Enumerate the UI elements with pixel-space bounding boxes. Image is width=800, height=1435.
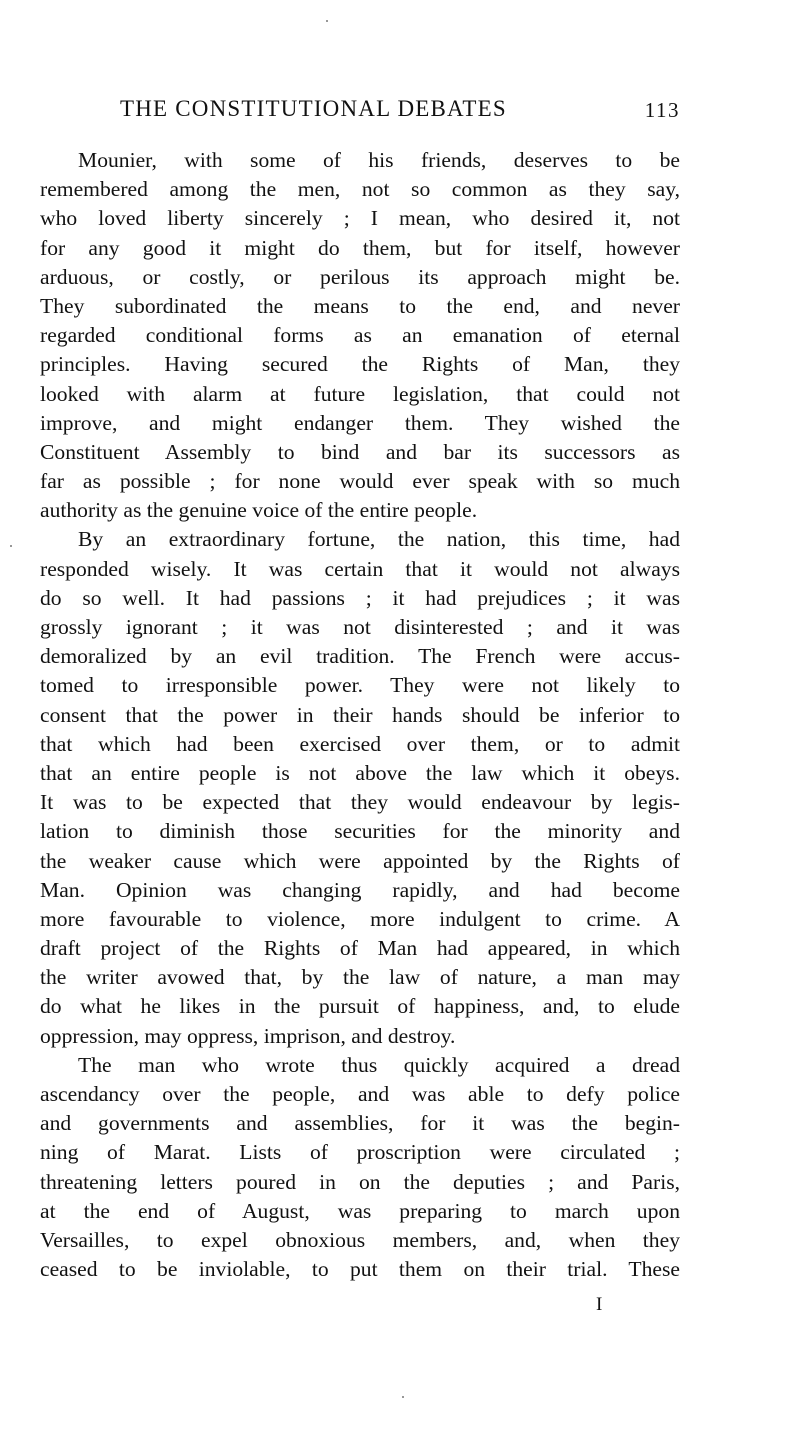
text-line: at the end of August, was preparing to march upon (40, 1198, 680, 1223)
text-line: It was to be expected that they would endeavour by legis- (40, 790, 680, 815)
text-line: tomed to irresponsible power. They were not likely to (40, 673, 680, 698)
text-line: By an extraordinary fortune, the nation, this time, had (78, 527, 680, 552)
text-line: authority as the genuine voice of the entire people. (40, 498, 478, 523)
print-speck-left (10, 545, 12, 547)
signature-mark: I (596, 1294, 603, 1315)
text-line: principles. Having secured the Rights of Man, they (40, 352, 680, 377)
text-line: ascendancy over the people, and was able to defy police (40, 1082, 680, 1106)
body-text (40, 146, 680, 1284)
text-line: demoralized by an evil tradition. The French were accus- (40, 644, 680, 669)
page-number: 113 (644, 98, 680, 122)
paragraph-2 (40, 525, 680, 1050)
text-line: arduous, or costly, or perilous its approach might be. (40, 264, 680, 289)
print-speck-bottom (402, 1396, 404, 1398)
text-line: consent that the power in their hands should be inferior to (40, 702, 680, 727)
text-line: far as possible ; for none would ever speak with so much (40, 469, 680, 494)
text-line: Constituent Assembly to bind and bar its successors as (40, 439, 680, 464)
text-line: They subordinated the means to the end, and never (40, 293, 680, 318)
text-line: Versailles, to expel obnoxious members, and, when they (40, 1227, 680, 1252)
text-line: regarded conditional forms as an emanation of eternal (40, 323, 680, 348)
text-line: improve, and might endanger them. They wished the (40, 410, 680, 435)
text-line: The man who wrote thus quickly acquired a dread (78, 1052, 680, 1077)
text-line: that which had been exercised over them, or to admit (40, 731, 680, 756)
text-line: looked with alarm at future legislation, that could not (40, 381, 680, 406)
text-line: Man. Opinion was changing rapidly, and had become (40, 877, 680, 902)
text-line: the writer avowed that, by the law of nature, a man may (40, 965, 680, 990)
paragraph-1 (40, 146, 680, 525)
paragraph-3 (40, 1051, 680, 1285)
text-line: threatening letters poured in on the deputies ; and Paris, (40, 1169, 680, 1194)
print-speck-top (326, 20, 328, 22)
running-title: THE CONSTITUTIONAL DEBATES (120, 96, 507, 121)
text-line: do so well. It had passions ; it had prejudices ; it was (40, 585, 680, 610)
text-line: ning of Marat. Lists of proscription were circulated ; (40, 1140, 680, 1165)
text-line: draft project of the Rights of Man had appeared, in which (40, 936, 680, 961)
text-line: do what he likes in the pursuit of happiness, and, to elude (40, 994, 680, 1019)
running-head (40, 92, 680, 126)
text-line: the weaker cause which were appointed by the Rights of (40, 848, 680, 873)
text-line: oppression, may oppress, imprison, and destroy. (40, 1023, 456, 1048)
text-line: and governments and assemblies, for it was the begin- (40, 1111, 680, 1136)
text-line: more favourable to violence, more indulgent to crime. A (40, 906, 680, 931)
text-line: lation to diminish those securities for the minority and (40, 819, 680, 844)
text-line: for any good it might do them, but for itself, however (40, 235, 680, 260)
text-line: responded wisely. It was certain that it would not always (40, 556, 680, 581)
text-line: grossly ignorant ; it was not disinterested ; and it was (40, 615, 680, 639)
text-line: Mounier, with some of his friends, deserves to be (78, 148, 680, 172)
text-line: remembered among the men, not so common as they say, (40, 177, 680, 202)
text-line: ceased to be inviolable, to put them on their trial. These (40, 1257, 680, 1282)
text-line: that an entire people is not above the law which it obeys. (40, 760, 680, 785)
text-line: who loved liberty sincerely ; I mean, who desired it, not (40, 206, 680, 231)
